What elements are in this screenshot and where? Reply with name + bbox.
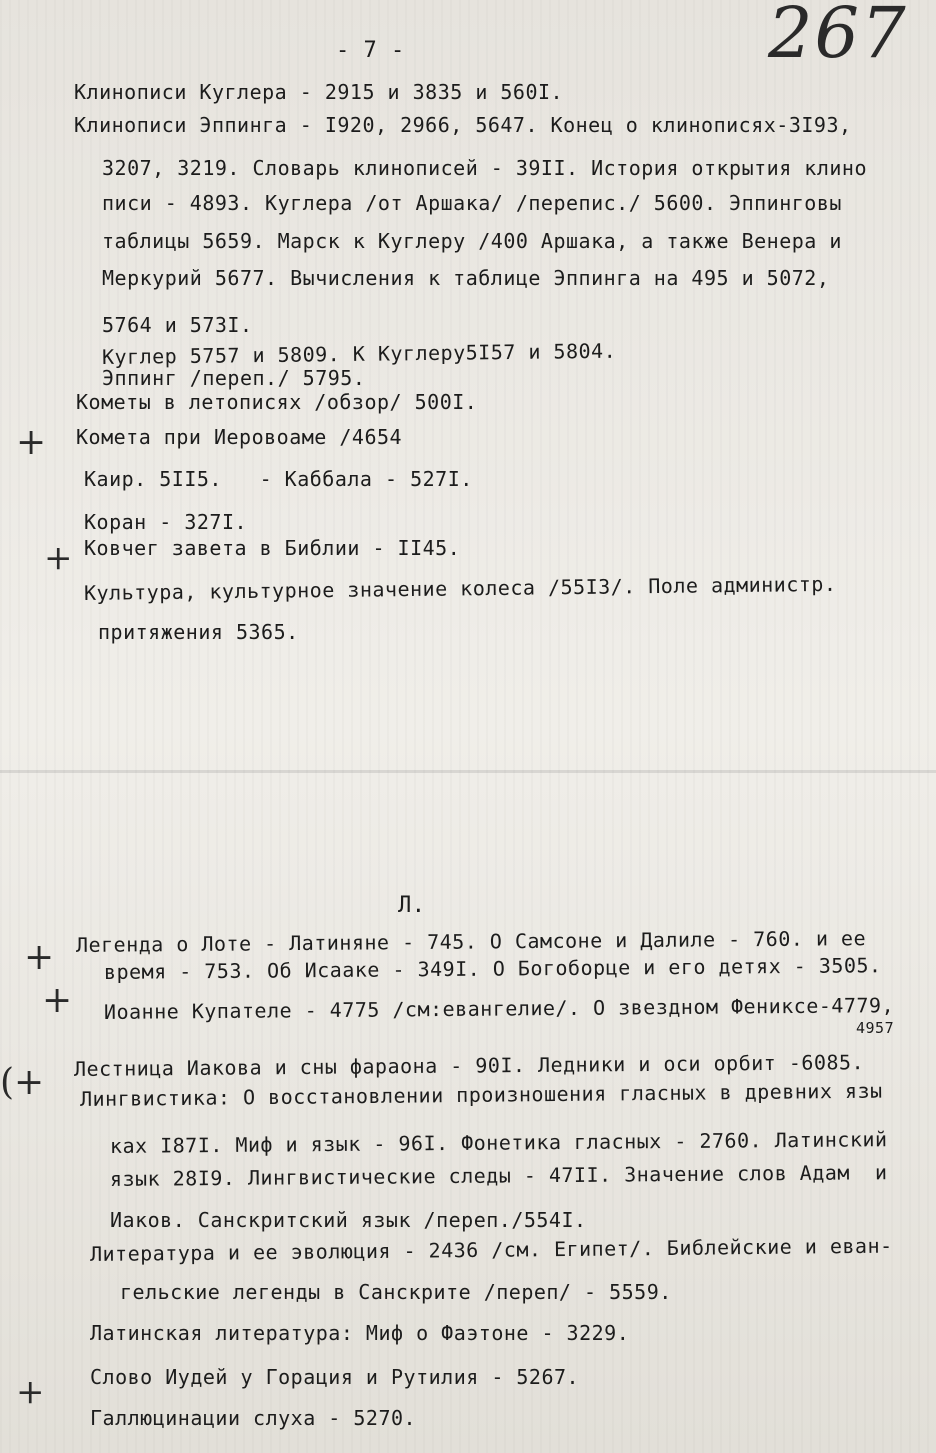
index-entry: Ковчег завета в Библии - II45. — [84, 536, 461, 560]
index-entry-continuation: Куглер 5757 и 5809. К Куглеру5I57 и 5804. — [101, 338, 617, 369]
index-entry: Клинописи Куглера - 2915 и 3835 и 560I. — [74, 80, 564, 104]
paper-fold — [0, 770, 936, 773]
margin-plus-mark: (+ — [0, 1062, 45, 1103]
index-entry-continuation: притяжения 5365. — [98, 620, 299, 644]
index-entry: Лестница Иакова и сны фараона - 90I. Ледники и оси орбит -6085. — [73, 1050, 865, 1081]
margin-plus-mark: + — [16, 422, 47, 463]
index-entry-continuation: Иаков. Санскритский язык /переп./554I. — [110, 1208, 587, 1232]
index-entry-continuation: 5764 и 573I. — [102, 313, 253, 337]
index-entry-continuation: 3207, 3219. Словарь клинописей - 39II. История открытия клино — [102, 156, 868, 180]
index-entry-continuation: ках I87I. Миф и язык - 96I. Фонетика гласных - 2760. Латинский — [109, 1127, 888, 1158]
index-entry: Комета при Иеровоаме /4654 — [76, 425, 403, 449]
index-entry-continuation: писи - 4893. Куглера /от Аршака/ /перепис./ 5600. Эппинговы — [102, 191, 842, 215]
margin-plus-mark: + — [16, 1372, 45, 1412]
index-entry: Латинская литература: Миф о Фаэтоне - 3229. — [90, 1321, 630, 1345]
index-entry-continuation: Эппинг /переп./ 5795. — [102, 366, 366, 390]
index-entry: Клинописи Эппинга - I920, 2966, 5647. Конец о клинописях-3I93, — [74, 113, 852, 137]
margin-plus-mark: + — [42, 980, 73, 1021]
index-entry-continuation: Иоанне Купателе - 4775 /см:евангелие/. О звездном Фениксе-4779, — [103, 993, 895, 1024]
index-entry-continuation: язык 28I9. Лингвистические следы - 47II. Значение слов Адам и — [109, 1160, 888, 1191]
index-entry: Легенда о Лоте - Латиняне - 745. О Самсоне и Далиле - 760. и ее — [75, 926, 867, 957]
index-entry: Лингвистика: О восстановлении произношения гласных в древних язы — [79, 1078, 883, 1111]
index-entry: Слово Иудей у Горация и Рутилия - 5267. — [90, 1365, 580, 1389]
index-entry: Галлюцинации слуха - 5270. — [90, 1406, 417, 1430]
index-entry-continuation: Меркурий 5677. Вычисления к таблице Эппинга на 495 и 5072, — [102, 266, 830, 290]
margin-plus-mark: + — [24, 937, 55, 978]
index-entry: Каир. 5II5. - Каббала - 527I. — [84, 467, 473, 491]
index-entry-continuation: таблицы 5659. Марск к Куглеру /400 Аршака, а также Венера и — [102, 229, 842, 253]
index-entry-continuation: время - 753. Об Исааке - 349I. О Богоборце и его детях - 3505. — [103, 953, 882, 984]
index-entry-continuation: гельские легенды в Санскрите /переп/ - 5559. — [120, 1280, 672, 1304]
index-entry: Коран - 327I. — [84, 510, 248, 534]
margin-note: 4957 — [856, 1019, 895, 1037]
index-entry: Культура, культурное значение колеса /55I3/. Поле администр. — [83, 571, 837, 605]
index-entry: Кометы в летописях /обзор/ 500I. — [76, 390, 478, 414]
index-entry: Литература и ее эволюция - 2436 /см. Египет/. Библейские и еван- — [89, 1233, 893, 1266]
handwritten-archive-number: 267 — [768, 0, 908, 74]
section-letter-heading: Л. — [398, 893, 426, 918]
margin-plus-mark: + — [44, 538, 73, 578]
page-number: - 7 - — [336, 38, 405, 63]
